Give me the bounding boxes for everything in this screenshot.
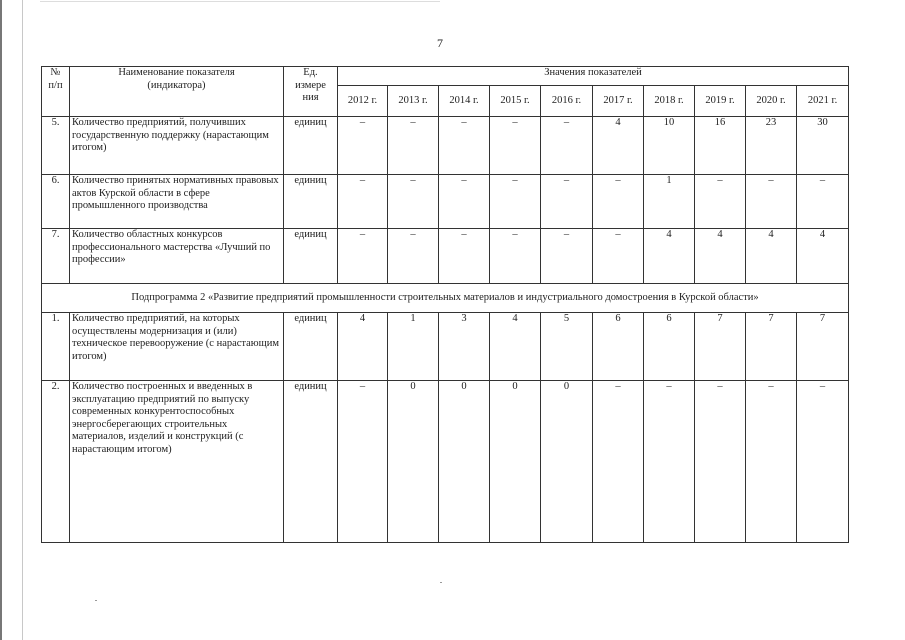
value-cell: 6	[593, 313, 644, 381]
year-header: 2018 г.	[644, 86, 695, 117]
value-cell: –	[439, 117, 490, 175]
value-cell: –	[388, 175, 439, 229]
table-row	[42, 229, 849, 284]
value-cell: 0	[541, 381, 593, 543]
value-cell: 6	[644, 313, 695, 381]
row-number: 7.	[42, 229, 70, 284]
year-header: 2016 г.	[541, 86, 593, 117]
scan-speck	[95, 600, 97, 601]
value-cell: –	[541, 175, 593, 229]
value-cell: 7	[746, 313, 797, 381]
value-cell: –	[797, 381, 849, 543]
value-cell: 0	[490, 381, 541, 543]
value-cell: –	[388, 229, 439, 284]
value-cell: –	[695, 175, 746, 229]
value-cell: –	[388, 117, 439, 175]
year-header: 2021 г.	[797, 86, 849, 117]
year-header: 2015 г.	[490, 86, 541, 117]
row-number: 6.	[42, 175, 70, 229]
year-header: 2019 г.	[695, 86, 746, 117]
value-cell: –	[338, 229, 388, 284]
value-cell: 4	[490, 313, 541, 381]
value-cell: 4	[746, 229, 797, 284]
scan-edge	[0, 0, 2, 640]
row-number: 5.	[42, 117, 70, 175]
year-header: 2017 г.	[593, 86, 644, 117]
value-cell: 4	[797, 229, 849, 284]
value-cell: 7	[695, 313, 746, 381]
value-cell: 10	[644, 117, 695, 175]
value-cell: 16	[695, 117, 746, 175]
year-header: 2013 г.	[388, 86, 439, 117]
value-cell: –	[490, 117, 541, 175]
value-cell: –	[541, 117, 593, 175]
value-cell: –	[695, 381, 746, 543]
value-cell: 0	[439, 381, 490, 543]
value-cell: 5	[541, 313, 593, 381]
row-number: 1.	[42, 313, 70, 381]
page-number: 7	[437, 36, 443, 50]
indicator-name: Количество принятых нормативных правовых актов Курской области в сфере промышленного производства	[70, 175, 284, 229]
header-name: Наименование показателя (индикатора)	[70, 67, 284, 117]
value-cell: –	[338, 381, 388, 543]
value-cell: 30	[797, 117, 849, 175]
value-cell: –	[338, 175, 388, 229]
value-cell: –	[338, 117, 388, 175]
value-cell: 1	[388, 313, 439, 381]
value-cell: –	[593, 229, 644, 284]
indicator-name: Количество предприятий, получивших государственную поддержку (нарастающим итогом)	[70, 117, 284, 175]
value-cell: –	[439, 175, 490, 229]
row-number: 2.	[42, 381, 70, 543]
unit-cell: единиц	[284, 117, 338, 175]
value-cell: 4	[644, 229, 695, 284]
year-header: 2020 г.	[746, 86, 797, 117]
year-header: 2012 г.	[338, 86, 388, 117]
value-cell: 23	[746, 117, 797, 175]
unit-cell: единиц	[284, 229, 338, 284]
header-num: № п/п	[42, 67, 70, 117]
indicators-table	[41, 66, 849, 543]
table-row	[42, 117, 849, 175]
scan-margin-line	[22, 0, 23, 640]
table-row	[42, 381, 849, 543]
unit-cell: единиц	[284, 381, 338, 543]
value-cell: 3	[439, 313, 490, 381]
header-unit: Ед. измере ния	[284, 67, 338, 117]
unit-cell: единиц	[284, 313, 338, 381]
indicator-name: Количество построенных и введенных в эксплуатацию предприятий по выпуску современных конкурентоспособных энергосберегающих строительных материалов, изделий и конструкций (с нарастающим итогом)	[70, 381, 284, 543]
subprogram-row	[42, 284, 849, 313]
value-cell: –	[593, 381, 644, 543]
value-cell: 7	[797, 313, 849, 381]
value-cell: –	[541, 229, 593, 284]
subprogram-title: Подпрограмма 2 «Развитие предприятий промышленности строительных материалов и индустриального домостроения в Курской области»	[42, 284, 849, 313]
value-cell: –	[746, 175, 797, 229]
value-cell: 1	[644, 175, 695, 229]
indicator-name: Количество предприятий, на которых осуществлены модернизация и (или) техническое перевооружение (с нарастающим итогом)	[70, 313, 284, 381]
value-cell: –	[439, 229, 490, 284]
value-cell: –	[490, 175, 541, 229]
scan-speck	[440, 582, 442, 583]
value-cell: 0	[388, 381, 439, 543]
table-row	[42, 175, 849, 229]
scan-top-edge	[40, 1, 440, 2]
value-cell: 4	[695, 229, 746, 284]
unit-cell: единиц	[284, 175, 338, 229]
value-cell: –	[593, 175, 644, 229]
indicator-name: Количество областных конкурсов профессионального мастерства «Лучший по профессии»	[70, 229, 284, 284]
value-cell: –	[490, 229, 541, 284]
value-cell: –	[644, 381, 695, 543]
year-header: 2014 г.	[439, 86, 490, 117]
header-values-group: Значения показателей	[338, 67, 849, 86]
header-row	[42, 67, 849, 86]
value-cell: –	[746, 381, 797, 543]
table-row	[42, 313, 849, 381]
value-cell: –	[797, 175, 849, 229]
value-cell: 4	[593, 117, 644, 175]
value-cell: 4	[338, 313, 388, 381]
